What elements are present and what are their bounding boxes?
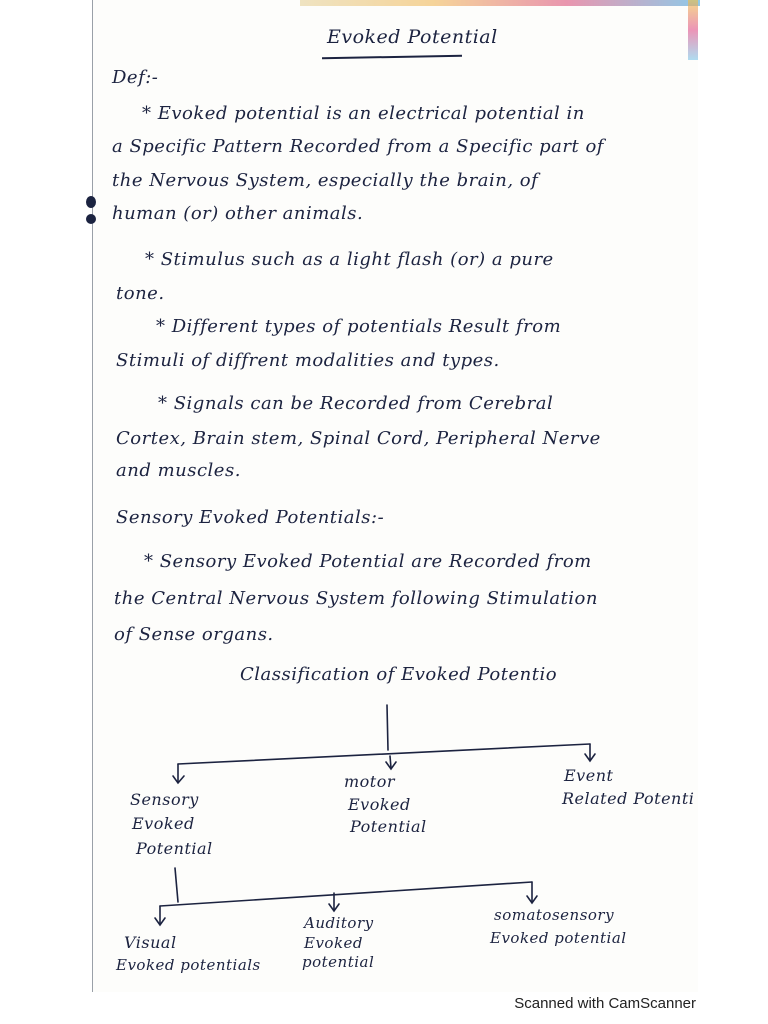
sensory-line: * Sensory Evoked Potential are Recorded from bbox=[144, 551, 592, 572]
definition-line: * Signals can be Recorded from Cerebral bbox=[158, 393, 554, 414]
page-title: Evoked Potential bbox=[327, 26, 498, 48]
definition-heading: Def:- bbox=[112, 67, 159, 88]
node-visual-evoked: Evoked potentials bbox=[116, 956, 261, 974]
node-auditory-evoked: potential bbox=[302, 953, 375, 971]
node-auditory-evoked: Auditory bbox=[304, 914, 374, 932]
subtree-branch-line bbox=[160, 882, 532, 906]
node-somatosensory-evoked: Evoked potential bbox=[490, 929, 627, 947]
definition-line: a Specific Pattern Recorded from a Specific part of bbox=[112, 136, 604, 157]
definition-line: tone. bbox=[116, 283, 165, 304]
tree-drop-line bbox=[390, 756, 391, 768]
subtree-trunk-line bbox=[175, 868, 178, 902]
definition-line: * Evoked potential is an electrical potential in bbox=[142, 103, 585, 124]
node-sensory-evoked: Sensory bbox=[130, 790, 199, 809]
node-motor-evoked: Potential bbox=[350, 817, 427, 836]
tree-branch-line bbox=[178, 744, 590, 764]
node-motor-evoked: motor bbox=[344, 772, 396, 791]
definition-line: * Different types of potentials Result from bbox=[156, 316, 562, 337]
definition-line: the Nervous System, especially the brain, of bbox=[112, 170, 539, 191]
classification-heading: Classification of Evoked Potentio bbox=[240, 664, 558, 685]
sensory-line: of Sense organs. bbox=[114, 624, 274, 645]
sensory-heading: Sensory Evoked Potentials:- bbox=[116, 507, 385, 528]
definition-line: * Stimulus such as a light flash (or) a pure bbox=[145, 249, 554, 270]
definition-line: human (or) other animals. bbox=[112, 203, 364, 224]
node-event-related: Related Potenti bbox=[562, 789, 695, 808]
node-somatosensory-evoked: somatosensory bbox=[494, 906, 615, 924]
definition-line: and muscles. bbox=[116, 460, 241, 481]
definition-line: Cortex, Brain stem, Spinal Cord, Peripheral Nerve bbox=[116, 428, 601, 449]
definition-line: Stimuli of diffrent modalities and types. bbox=[116, 350, 500, 371]
node-motor-evoked: Evoked bbox=[348, 795, 411, 814]
node-visual-evoked: Visual bbox=[124, 933, 177, 952]
node-event-related: Event bbox=[564, 766, 614, 785]
node-sensory-evoked: Evoked bbox=[132, 814, 195, 833]
sensory-line: the Central Nervous System following Stimulation bbox=[114, 588, 598, 609]
scanner-watermark: Scanned with CamScanner bbox=[514, 995, 696, 1012]
tree-trunk-line bbox=[387, 705, 388, 750]
node-sensory-evoked: Potential bbox=[136, 839, 213, 858]
node-auditory-evoked: Evoked bbox=[304, 934, 364, 952]
